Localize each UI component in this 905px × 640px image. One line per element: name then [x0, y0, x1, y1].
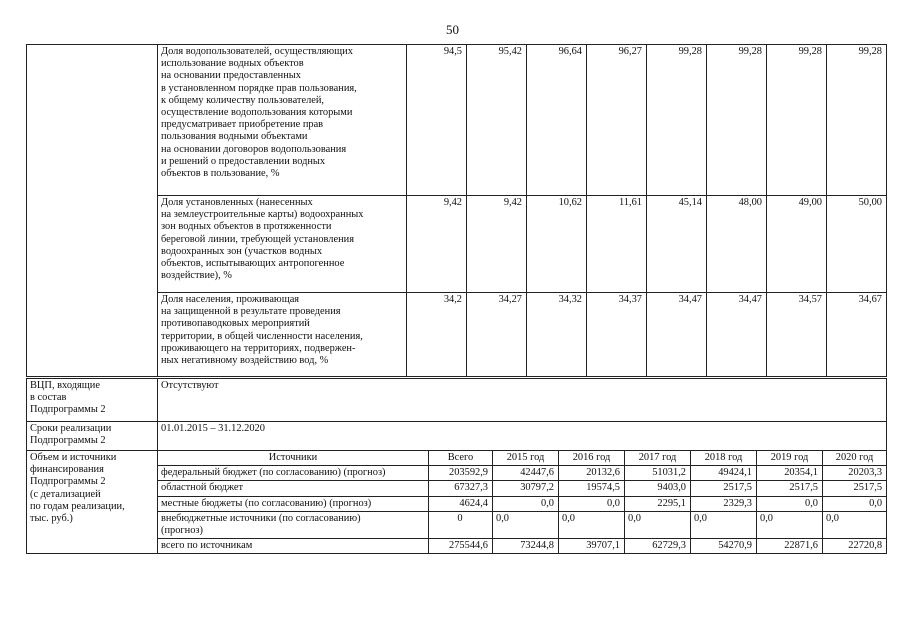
financing-value: 20132,6: [559, 466, 625, 481]
indicator-value: 34,47: [647, 293, 707, 377]
financing-source: областной бюджет: [158, 481, 429, 496]
indicator-value: 99,28: [827, 45, 887, 196]
indicator-value: 45,14: [647, 196, 707, 293]
indicator-value: 34,47: [707, 293, 767, 377]
financing-value: 2517,5: [823, 481, 887, 496]
indicator-value: 50,00: [827, 196, 887, 293]
financing-value: 0,0: [625, 511, 691, 538]
indicator-value: 96,64: [527, 45, 587, 196]
financing-source: федеральный бюджет (по согласованию) (прогноз): [158, 466, 429, 481]
indicator-value: 9,42: [407, 196, 467, 293]
financing-value: 22720,8: [823, 539, 887, 554]
vcp-label: ВЦП, входящие в состав Подпрограммы 2: [27, 379, 158, 422]
indicator-value: 34,57: [767, 293, 827, 377]
indicator-value: 99,28: [707, 45, 767, 196]
header-total: Всего: [429, 451, 493, 466]
financing-header-row: [27, 451, 887, 466]
indicator-value: 34,27: [467, 293, 527, 377]
empty-left-cell: [27, 45, 158, 377]
financing-value: 0,0: [823, 511, 887, 538]
financing-source: всего по источникам: [158, 539, 429, 554]
subprogram-passport-table: [26, 378, 887, 554]
indicator-value: 95,42: [467, 45, 527, 196]
financing-value: 2517,5: [757, 481, 823, 496]
indicator-value: 11,61: [587, 196, 647, 293]
header-year: 2015 год: [493, 451, 559, 466]
financing-source: местные бюджеты (по согласованию) (прогноз): [158, 496, 429, 511]
financing-value: 49424,1: [691, 466, 757, 481]
indicator-value: 34,2: [407, 293, 467, 377]
financing-value: 2517,5: [691, 481, 757, 496]
financing-value: 0,0: [757, 496, 823, 511]
financing-value: 39707,1: [559, 539, 625, 554]
indicator-text: Доля населения, проживающая на защищенной в результате проведения противопаводковых мероприятий территории, в общей численности населения, проживающего на территориях, подвержен- ных негативному воздействию вод, %: [158, 293, 407, 377]
financing-value: 22871,6: [757, 539, 823, 554]
terms-label: Сроки реализации Подпрограммы 2: [27, 422, 158, 451]
financing-value: 0,0: [493, 511, 559, 538]
financing-value: 0,0: [559, 496, 625, 511]
indicator-row: [27, 45, 887, 196]
financing-value: 0,0: [493, 496, 559, 511]
financing-value: 51031,2: [625, 466, 691, 481]
header-year: 2017 год: [625, 451, 691, 466]
financing-value: 0: [429, 511, 493, 538]
financing-source: внебюджетные источники (по согласованию) (прогноз): [158, 511, 429, 538]
financing-value: 19574,5: [559, 481, 625, 496]
financing-label: Объем и источники финансирования Подпрограммы 2 (с детализацией по годам реализации, тыс. руб.): [27, 451, 158, 554]
indicator-value: 48,00: [707, 196, 767, 293]
vcp-row: [27, 379, 887, 422]
indicator-value: 34,32: [527, 293, 587, 377]
terms-row: [27, 422, 887, 451]
header-year: 2018 год: [691, 451, 757, 466]
indicator-value: 94,5: [407, 45, 467, 196]
vcp-value: Отсутствуют: [158, 379, 887, 422]
indicator-value: 96,27: [587, 45, 647, 196]
financing-value: 0,0: [757, 511, 823, 538]
financing-value: 0,0: [823, 496, 887, 511]
indicators-table: [26, 44, 887, 377]
financing-value: 54270,9: [691, 539, 757, 554]
header-year: 2019 год: [757, 451, 823, 466]
indicator-value: 49,00: [767, 196, 827, 293]
indicator-value: 99,28: [647, 45, 707, 196]
financing-value: 20203,3: [823, 466, 887, 481]
indicator-value: 10,62: [527, 196, 587, 293]
financing-value: 42447,6: [493, 466, 559, 481]
financing-value: 2295,1: [625, 496, 691, 511]
financing-value: 67327,3: [429, 481, 493, 496]
terms-value: 01.01.2015 – 31.12.2020: [158, 422, 887, 451]
indicator-value: 9,42: [467, 196, 527, 293]
financing-value: 20354,1: [757, 466, 823, 481]
financing-value: 0,0: [691, 511, 757, 538]
indicator-text: Доля водопользователей, осуществляющих использование водных объектов на основании предоставленных в установленном порядке прав пользования, к общему количеству пользователей, осуществление водопользования которыми предусматривает приобретение прав пользования водными объектами на основании договоров водопользования и решений о предоставлении водных объектов в пользование, %: [158, 45, 407, 196]
financing-value: 2329,3: [691, 496, 757, 511]
header-sources: Источники: [158, 451, 429, 466]
financing-value: 275544,6: [429, 539, 493, 554]
indicator-value: 34,37: [587, 293, 647, 377]
financing-value: 62729,3: [625, 539, 691, 554]
financing-value: 4624,4: [429, 496, 493, 511]
financing-value: 73244,8: [493, 539, 559, 554]
financing-value: 203592,9: [429, 466, 493, 481]
financing-value: 9403,0: [625, 481, 691, 496]
indicator-value: 99,28: [767, 45, 827, 196]
financing-value: 0,0: [559, 511, 625, 538]
financing-value: 30797,2: [493, 481, 559, 496]
page-number: 50: [446, 22, 459, 37]
indicator-text: Доля установленных (нанесенных на землеустроительные карты) водоохранных зон водных объектов в протяженности береговой линии, требующей установления водоохранных зон (участков водных объектов, испытывающих антропогенное воздействие), %: [158, 196, 407, 293]
header-year: 2020 год: [823, 451, 887, 466]
header-year: 2016 год: [559, 451, 625, 466]
indicator-value: 34,67: [827, 293, 887, 377]
